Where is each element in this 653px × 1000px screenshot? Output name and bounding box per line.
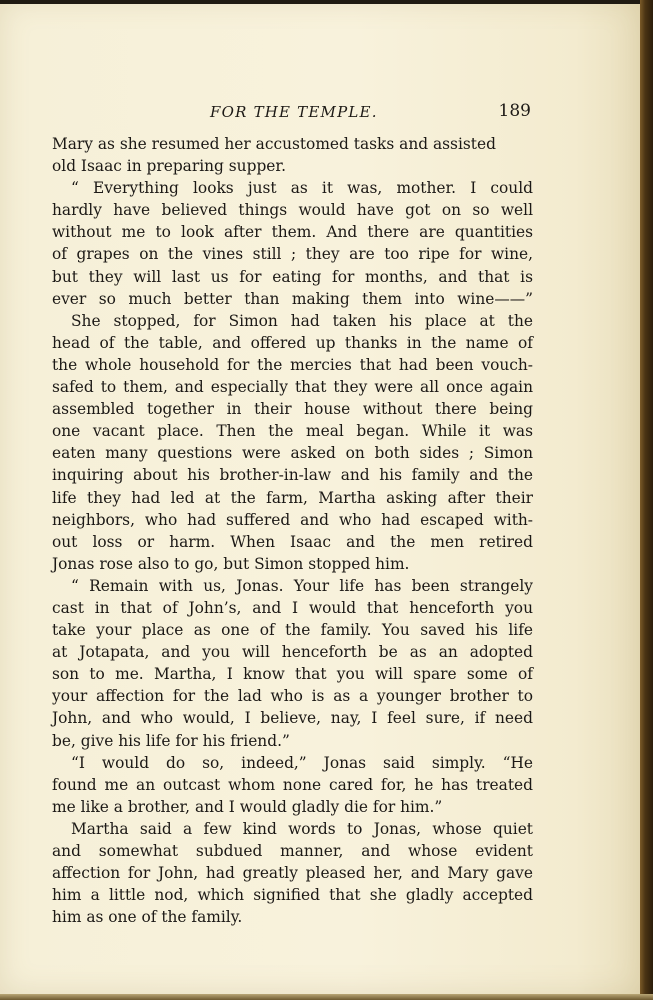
text-line: John, and who would, I believe, nay, I feel sure, if need xyxy=(52,709,533,728)
text-line: him a little nod, which signified that she gladly accepted xyxy=(52,886,533,905)
text-line: at Jotapata, and you will henceforth be as an adopted xyxy=(52,643,533,662)
text-line: out loss or harm. When Isaac and the men retired xyxy=(52,532,533,551)
text-line: Mary as she resumed her accustomed tasks and assisted xyxy=(52,135,496,153)
text-line: him as one of the family. xyxy=(52,908,243,927)
text-line: found me an outcast whom none cared for, he has treated xyxy=(52,775,533,794)
text-line: son to me. Martha, I know that you will spare some of xyxy=(52,665,533,684)
book-spine xyxy=(640,0,653,1000)
text-line: life they had led at the farm, Martha asking after their xyxy=(52,488,533,507)
text-line: head of the table, and offered up thanks in the name of xyxy=(52,333,533,352)
text-line: Jonas rose also to go, but Simon stopped him. xyxy=(52,554,410,573)
text-line: Martha said a few kind words to Jonas, whose quiet xyxy=(71,819,533,838)
page-bottom-edge xyxy=(0,994,653,1000)
text-line: inquiring about his brother-in-law and his family and the xyxy=(52,466,533,485)
text-line: one vacant place. Then the meal began. While it was xyxy=(52,422,533,441)
page-number: 189 xyxy=(498,101,531,121)
text-line: without me to look after them. And there are quantities xyxy=(52,223,533,242)
text-line: affection for John, had greatly pleased her, and Mary gave xyxy=(52,864,533,883)
text-line: old Isaac in preparing supper. xyxy=(52,157,286,176)
page-header xyxy=(52,101,533,123)
text-line: assembled together in their house without there being xyxy=(52,400,533,419)
text-line: be, give his life for his friend.” xyxy=(52,731,290,750)
text-line: the whole household for the mercies that had been vouch- xyxy=(52,355,533,374)
text-line: take your place as one of the family. You saved his life xyxy=(52,621,533,640)
body-text xyxy=(52,133,533,928)
text-line: safed to them, and especially that they were all once again xyxy=(52,378,533,397)
text-line: of grapes on the vines still ; they are too ripe for wine, xyxy=(52,245,533,264)
text-line: me like a brother, and I would gladly die for him.” xyxy=(52,797,443,816)
text-line: eaten many questions were asked on both sides ; Simon xyxy=(52,444,533,463)
text-line: She stopped, for Simon had taken his place at the xyxy=(71,311,533,330)
running-title: FOR THE TEMPLE. xyxy=(210,103,378,121)
page-top-edge xyxy=(0,0,640,4)
text-line: “ Remain with us, Jonas. Your life has been strangely xyxy=(71,576,533,595)
text-line: hardly have believed things would have got on so well xyxy=(52,201,533,220)
text-line: and somewhat subdued manner, and whose evident xyxy=(52,842,533,860)
text-line: ever so much better than making them into wine——” xyxy=(52,289,533,308)
text-line: your affection for the lad who is as a younger brother to xyxy=(52,687,533,706)
text-line: neighbors, who had suffered and who had escaped with- xyxy=(52,510,533,529)
text-line: but they will last us for eating for months, and that is xyxy=(52,267,533,286)
text-line: “ Everything looks just as it was, mother. I could xyxy=(71,179,533,198)
text-line: “I would do so, indeed,” Jonas said simply. “He xyxy=(71,753,533,772)
text-line: cast in that of John’s, and I would that henceforth you xyxy=(52,598,533,617)
